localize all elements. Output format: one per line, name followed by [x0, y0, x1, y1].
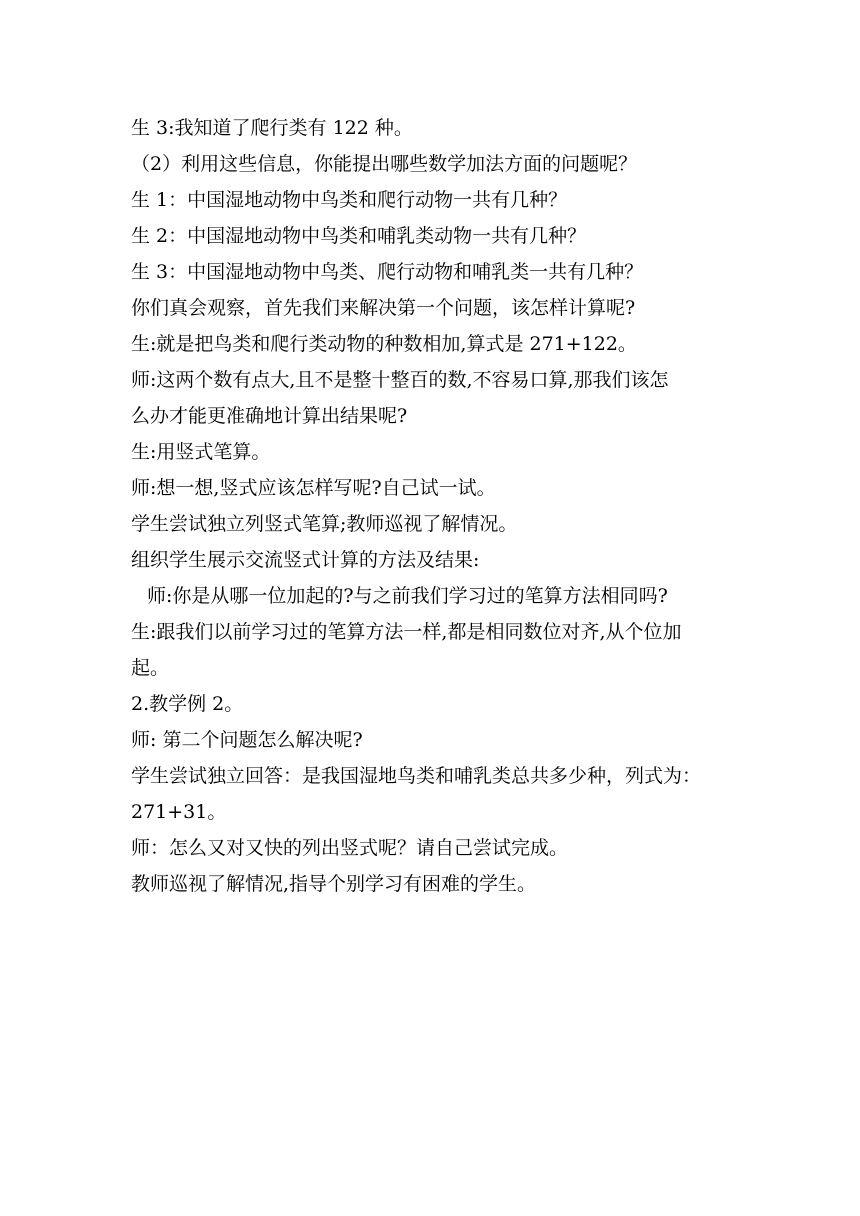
paragraph-line: 学生尝试独立回答：是我国湿地鸟类和哺乳类总共多少种，列式为： [131, 765, 702, 787]
paragraph-line: 学生尝试独立列竖式笔算;教师巡视了解情况。 [131, 513, 518, 535]
paragraph-line: 生 1：中国湿地动物中鸟类和爬行动物一共有几种？ [131, 189, 568, 211]
paragraph-line: 生:跟我们以前学习过的笔算方法一样,都是相同数位对齐,从个位加 [131, 621, 682, 643]
section-heading: 2.教学例 2。 [131, 693, 244, 715]
paragraph-line: 生 3：中国湿地动物中鸟类、爬行动物和哺乳类一共有几种？ [131, 261, 644, 283]
document-body [131, 110, 741, 902]
paragraph-line: 生 2：中国湿地动物中鸟类和哺乳类动物一共有几种？ [131, 225, 587, 247]
paragraph-line: 生:就是把鸟类和爬行类动物的种数相加,算式是 271+122。 [131, 333, 637, 355]
paragraph-line: 生:用竖式笔算。 [131, 441, 271, 463]
paragraph-line: 你们真会观察，首先我们来解决第一个问题，该怎样计算呢? [131, 297, 636, 319]
paragraph-line: 师: 第二个问题怎么解决呢? [131, 729, 363, 751]
paragraph-line: 教师巡视了解情况,指导个别学习有困难的学生。 [131, 873, 537, 895]
paragraph-line: 师:这两个数有点大,且不是整十整百的数,不容易口算,那我们该怎 [131, 369, 669, 391]
paragraph-line: 生 3:我知道了爬行类有 122 种。 [131, 117, 413, 139]
paragraph-line: 271+31。 [131, 801, 227, 823]
paragraph-line: 起。 [131, 657, 170, 679]
paragraph-line: 师:你是从哪一位加起的?与之前我们学习过的笔算方法相同吗? [147, 585, 668, 607]
paragraph-line: 组织学生展示交流竖式计算的方法及结果: [131, 549, 480, 571]
paragraph-line: （2）利用这些信息，你能提出哪些数学加法方面的问题呢？ [131, 153, 638, 175]
paragraph-line: 师：怎么又对又快的列出竖式呢？请自己尝试完成。 [131, 837, 569, 859]
paragraph-line: 师:想一想,竖式应该怎样写呢?自己试一试。 [131, 477, 496, 499]
paragraph-line: 么办才能更准确地计算出结果呢? [131, 405, 408, 427]
